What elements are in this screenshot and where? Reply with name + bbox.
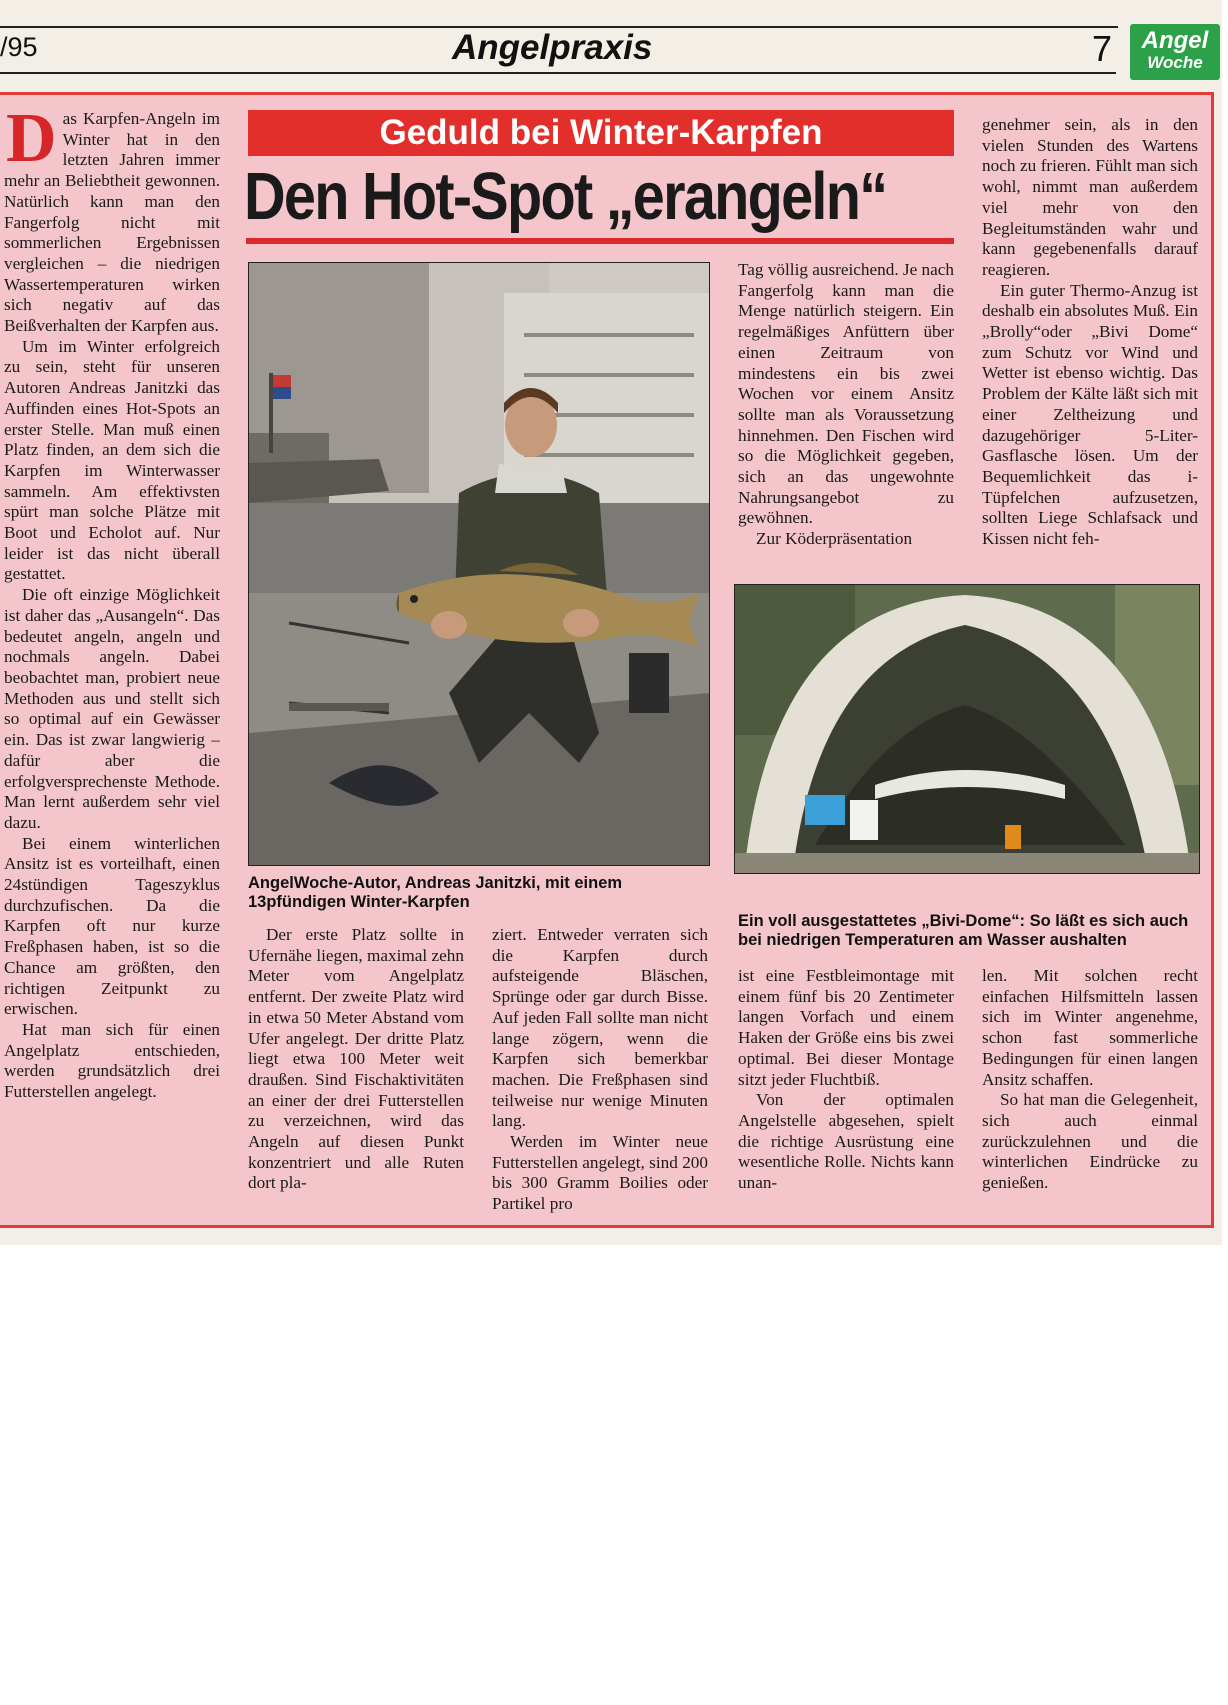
article-column-4-bottom	[738, 966, 954, 1220]
paragraph-1: ziert. Entweder verraten sich die Karpfen durch aufsteigende Bläschen, Sprünge oder gar durch Bisse. Auf jeden Fall sollte man nicht lange zögern, wenn die Karpfen sich bemerkbar machen. Die Freßphasen sind teilweise nur wenige Minuten lang.	[492, 925, 708, 1131]
photo2-caption: Ein voll ausgestattetes „Bivi-Dome“: So läßt es sich auch bei niedrigen Temperaturen am Wasser aushalten	[738, 912, 1189, 949]
article-column-3	[492, 925, 708, 1221]
paragraph-2: Werden im Winter neue Futterstellen angelegt, sind 200 bis 300 Gramm Boilies oder Partikel pro	[492, 1132, 708, 1214]
article-kicker: Geduld bei Winter-Karpfen	[248, 110, 954, 156]
paragraph-2: Zur Köderpräsentation	[756, 529, 913, 549]
article-column-1	[4, 109, 220, 1219]
paragraph-4: Bei einem winterlichen Ansitz ist es vorteilhaft, einen 24stündigen Tageszyklus durchzufischen. Da die Karpfen oft nur kurze Freßphasen haben, ist so die Chance am größten, den richtigen Zeitpunkt zu erwischen.	[4, 833, 220, 1019]
paragraph-1: Der erste Platz sollte in Ufernähe liegen, maximal zehn Meter vom Angelplatz entfernt. Der zweite Platz wird in etwa 50 Meter Abstand vom Ufer angelegt. Der dritte Platz liegt etwa 100 Meter weit draußen. Sind Fischaktivitäten an einer der drei Futterstellen zu verzeichnen, wird das Angeln auf diesen Punkt konzentriert und alle Ruten dort pla-	[248, 925, 464, 1193]
photo-angler-with-carp	[248, 262, 710, 866]
paragraph-2: Ein guter Thermo-Anzug ist deshalb ein absolutes Muß. Ein „Brolly“oder „Bivi Dome“ zum Schutz vor Wind und Wetter ist ebenso wichtig. Das Problem der Kälte läßt sich mit einer Zeltheizung und dazugehöriger 5-Liter-Gasflasche lösen. Um der Bequemlichkeit das i-Tüpfelchen aufzusetzen, sollten Liege Schlafsack und Kissen nicht feh-	[982, 280, 1198, 549]
drop-cap: D	[6, 109, 57, 177]
angler-photo-illustration	[249, 263, 709, 865]
article-headline: Den Hot-Spot „erangeln“	[244, 159, 887, 234]
issue-number: /95	[0, 32, 38, 62]
page-number: 7	[1092, 28, 1113, 69]
angelwoche-logo	[1130, 24, 1220, 80]
paragraph-1: len. Mit solchen recht einfachen Hilfsmitteln lassen sich im Winter angenehme, schon fast sommerliche Bedingungen für einen langen Ansitz schaffen.	[982, 966, 1198, 1089]
photo1-caption: AngelWoche-Autor, Andreas Janitzki, mit einem 13pfündigen Winter-Karpfen	[248, 874, 623, 911]
paragraph-1: Tag völlig ausreichend. Je nach Fangerfolg kann man die Menge natürlich steigern. Ein regelmäßiges Anfüttern über einen Zeitraum von mindestens ein bis zwei Wochen vor einem Ansitz sollte man als Voraussetzung hinnehmen. Den Fischen wird so die Möglichkeit gegeben, sich an das ungewohnte Nahrungsangebot zu gewöhnen.	[738, 260, 954, 528]
paragraph-2: Von der optimalen Angelstelle abgesehen, spielt die richtige Ausrüstung eine wesentliche Rolle. Nichts kann unan-	[738, 1090, 954, 1193]
bivi-dome-photo-illustration	[735, 585, 1199, 873]
article-column-5-bottom	[982, 966, 1198, 1220]
section-title: Angelpraxis	[452, 28, 653, 67]
paragraph-1: Das Karpfen-Angeln im Winter hat in den letzten Jahren immer mehr an Beliebtheit gewonnen. Natürlich kann man den Fangerfolg nicht mit sommerlichen Ergebnissen vergleichen – die niedrigen Wassertemperaturen wirken sich negativ auf das Beißverhalten der Karpfen aus.	[4, 109, 220, 336]
article-column-4-top	[738, 260, 954, 578]
paragraph-3: Die oft einzige Möglichkeit ist daher das „Ausangeln“. Das bedeutet angeln, angeln und nochmals angeln. Dabei beobachtet man, probiert neue Methoden aus und stellt sich so optimal auf ein Gewässer ein. Das ist zwar langwierig – dafür aber die erfolgversprechenste Methode. Man lernt außerdem sehr viel dazu.	[4, 585, 220, 832]
paragraph-2: So hat man die Gelegenheit, sich auch einmal zurückzulehnen und die winterlichen Eindrücke zu genießen.	[982, 1090, 1198, 1193]
header-rule-bottom	[0, 72, 1116, 74]
logo-line1: Angel	[1141, 27, 1209, 54]
logo-line2: Woche	[1147, 53, 1203, 72]
article-column-2	[248, 925, 464, 1221]
paragraph-1: genehmer sein, als in den vielen Stunden des Wartens noch zu frieren. Fühlt man sich wohl, nimmt man außerdem viel mehr von den Begleitumständen wahr und kann gegebenenfalls darauf reagieren.	[982, 115, 1198, 279]
headline-underline	[246, 238, 954, 244]
paragraph-2: Um im Winter erfolgreich zu sein, steht für unseren Autoren Andreas Janitzki das Auffinden eines Hot-Spots an erster Stelle. Man muß einen Platz finden, an dem sich die Karpfen im Winterwasser sammeln. Am effektivsten spürt man solche Plätze mit Boot und Echolot auf. Nur leider ist das nicht überall gestattet.	[4, 336, 220, 584]
paragraph-1: ist eine Festbleimontage mit einem fünf bis 20 Zentimeter langen Vorfach und einem Haken der Größe eins bis zwei optimal. Bei dieser Montage sitzt jeder Fluchtbiß.	[738, 966, 954, 1089]
photo-bivi-dome	[734, 584, 1200, 874]
article-column-5-top	[982, 115, 1198, 577]
paragraph-5: Hat man sich für einen Angelplatz entschieden, werden grundsätzlich drei Futterstellen angelegt.	[4, 1019, 220, 1102]
